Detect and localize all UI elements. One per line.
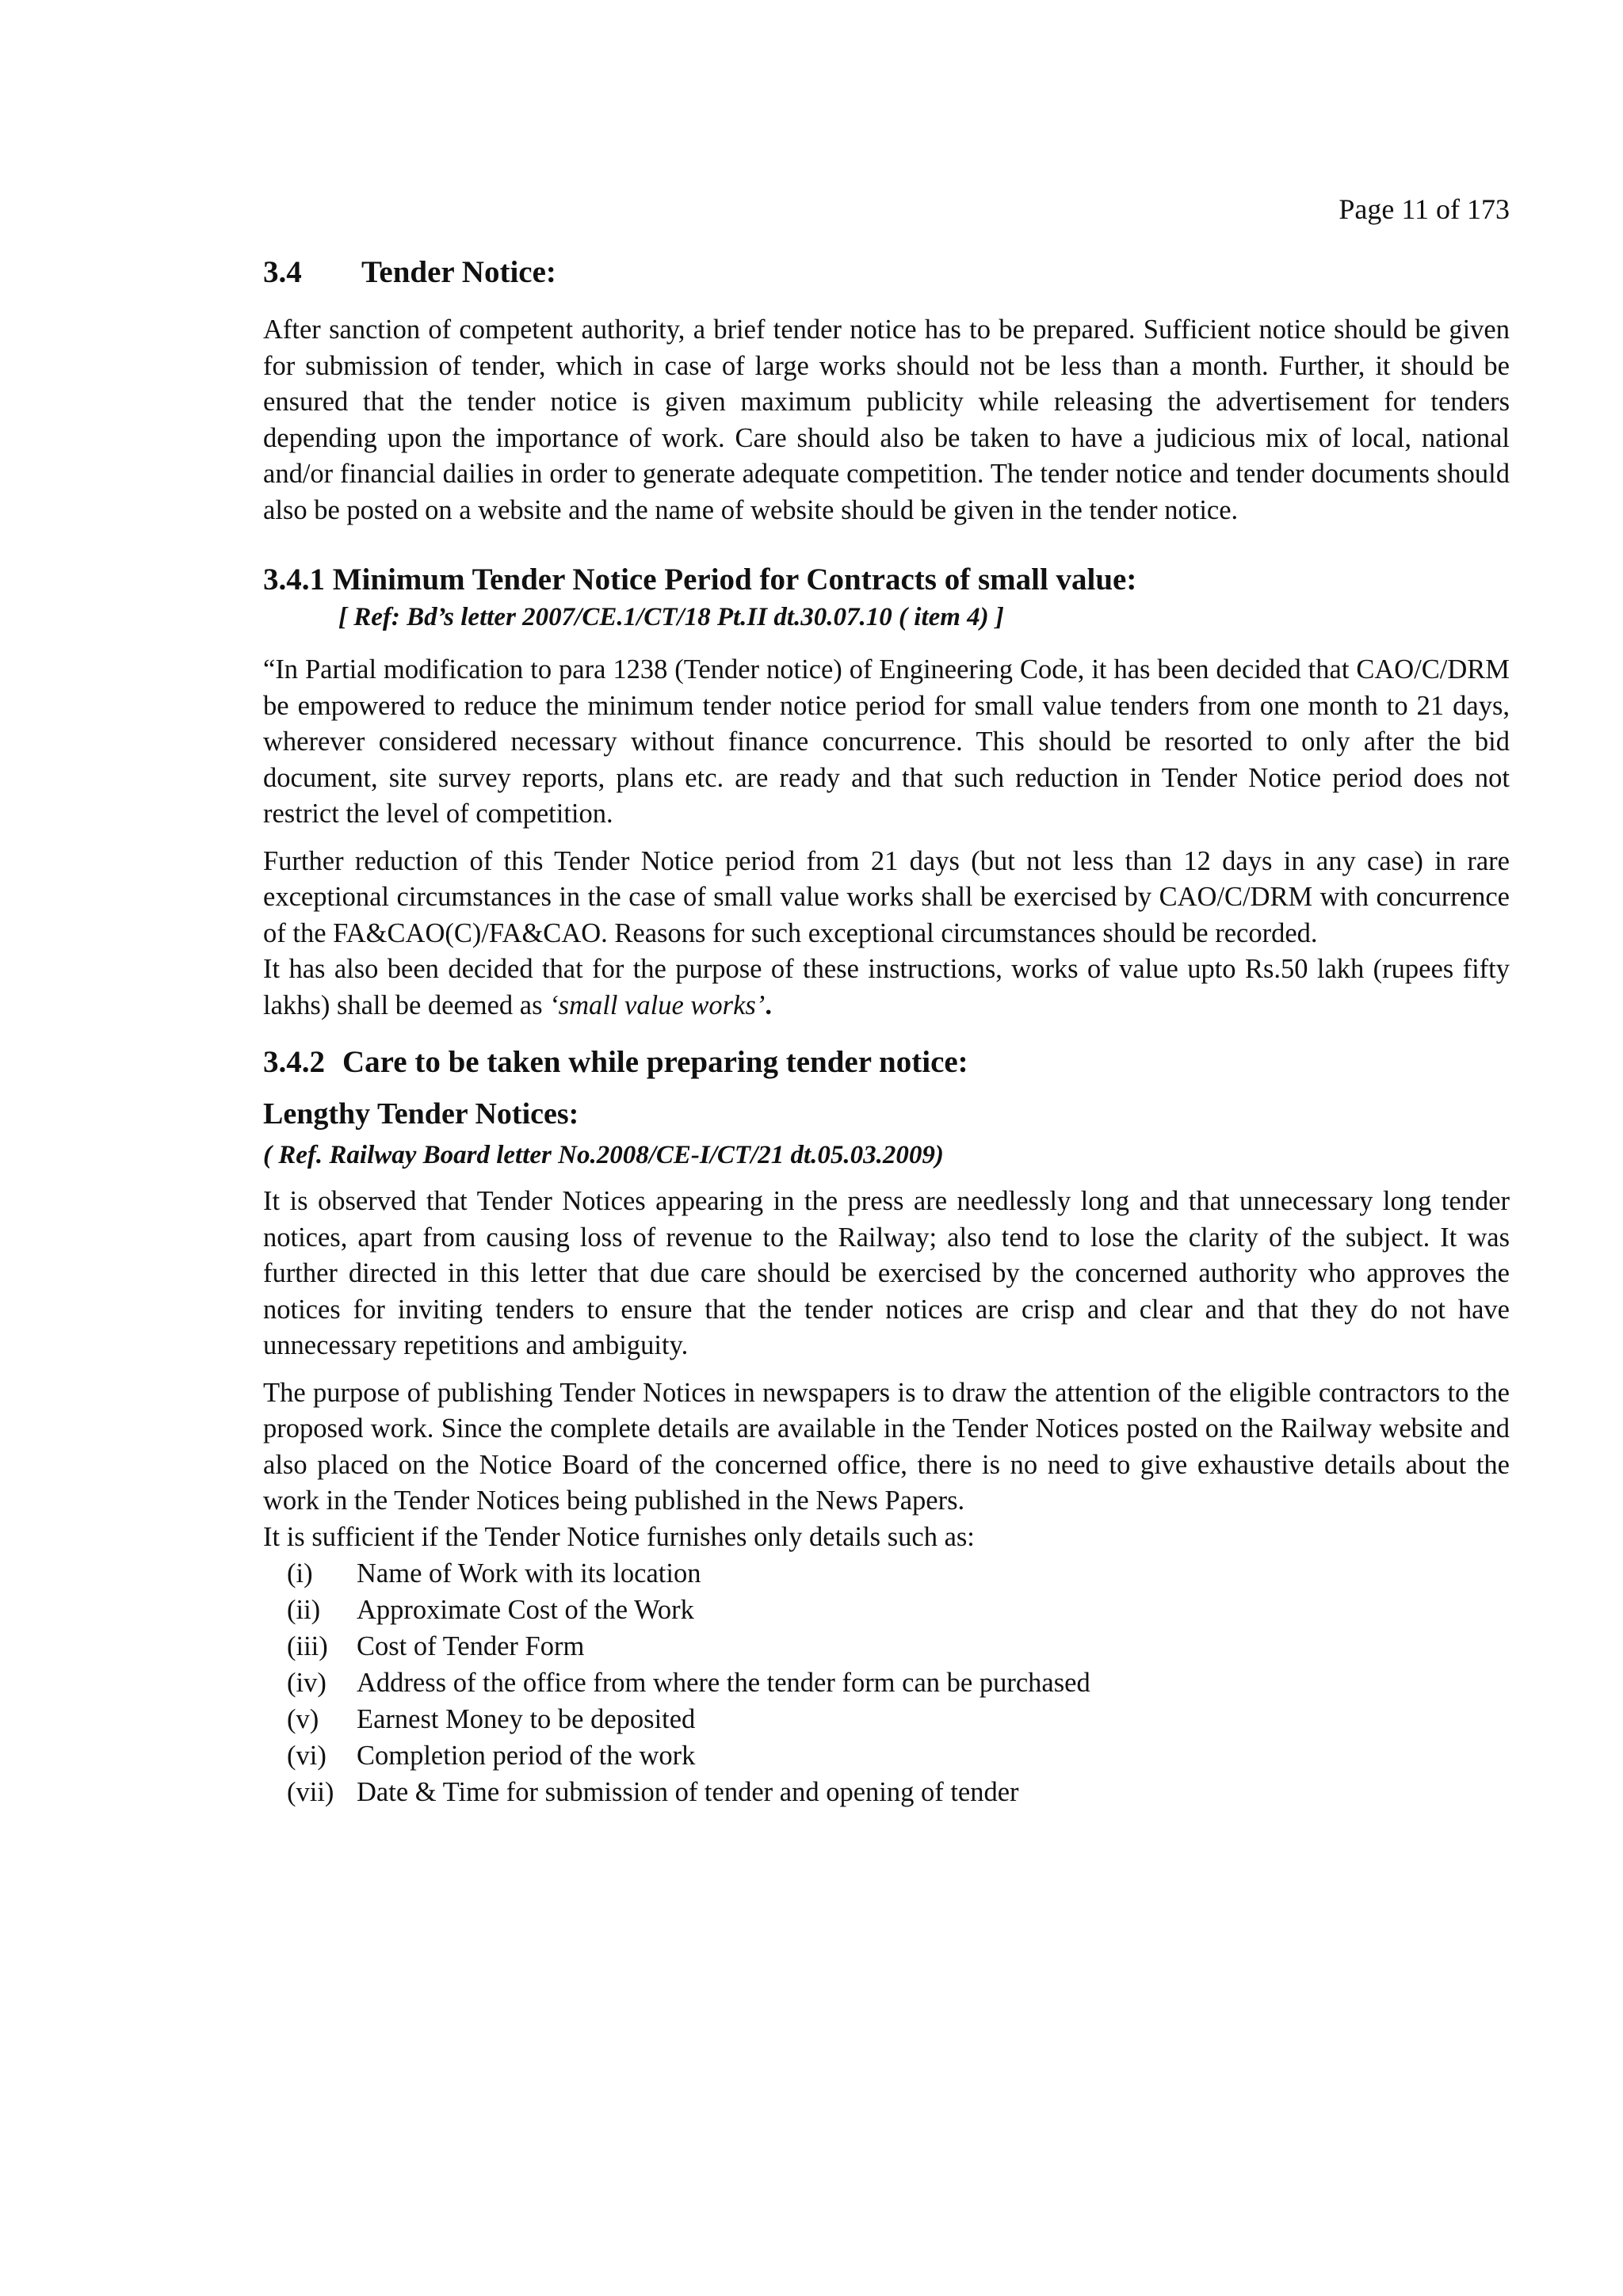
subsection-heading-1: [263, 560, 1510, 600]
subsection-1-reference: [ Ref: Bd’s letter 2007/CE.1/CT/18 Pt.II dt.30.07.10 ( item 4) ]: [338, 603, 1004, 631]
paragraph-3-lead: It has also been decided that for the purpose of these instructions, works of value upto Rs.50 lakh (rupees fifty lakhs) shall be deemed as: [263, 954, 1510, 1020]
list-item-numeral: (vi): [287, 1741, 327, 1771]
list-item-text: Cost of Tender Form: [357, 1631, 585, 1661]
lengthy-tender-notices-heading: Lengthy Tender Notices:: [263, 1097, 579, 1131]
paragraph-3-end: .: [765, 990, 772, 1020]
section-heading: [263, 252, 1510, 293]
list-item-numeral: (ii): [287, 1595, 321, 1625]
list-item-text: Approximate Cost of the Work: [357, 1595, 694, 1625]
subsection-1-paragraph-3: [263, 952, 1510, 1024]
list-item-numeral: (iii): [287, 1631, 328, 1661]
section-paragraph: After sanction of competent authority, a brief tender notice has to be prepared. Sufficient notice should be given for submission of tender, which in case of large works should not be less than a month. Further, it should be ensured that the tender notice is given maximum publicity while releasing the advertisement for tenders depending upon the importance of work. Care should also be taken to have a judicious mix of local, national and/or financial dailies in order to generate adequate competition. The tender notice and tender documents should also be posted on a website and the name of website should be given in the tender notice.: [263, 315, 1510, 525]
list-item-numeral: (v): [287, 1704, 319, 1734]
subsection-2-paragraph-2: The purpose of publishing Tender Notices in newspapers is to draw the attention of the eligible contractors to the proposed work. Since the complete details are available in the Tender Notices posted on the Railway website and also placed on the Notice Board of the concerned office, there is no need to give exhaustive details about the work in the Tender Notices being published in the News Papers.: [263, 1377, 1510, 1516]
list-item-numeral: (i): [287, 1558, 313, 1589]
list-item: [287, 1665, 1510, 1701]
section-title: Tender Notice:: [361, 255, 556, 289]
small-value-works-term: ‘small value works’: [549, 990, 766, 1020]
list-item-text: Address of the office from where the tender form can be purchased: [357, 1668, 1090, 1698]
list-item-text: Name of Work with its location: [357, 1558, 701, 1589]
list-item: [287, 1555, 1510, 1592]
list-item: [287, 1774, 1510, 1810]
subsection-2-reference: ( Ref. Railway Board letter No.2008/CE-I/CT/21 dt.05.03.2009): [263, 1141, 944, 1169]
subsection-2-paragraph-3: It is sufficient if the Tender Notice furnishes only details such as:: [263, 1521, 975, 1552]
list-item-numeral: (iv): [287, 1668, 327, 1698]
page-number: Page 11 of 173: [1338, 193, 1510, 225]
document-content: [263, 252, 1510, 1810]
subsection-1-number: 3.4.1: [263, 563, 325, 597]
subsection-2-title: Care to be taken while preparing tender notice:: [342, 1045, 968, 1079]
list-item: [287, 1737, 1510, 1774]
tender-notice-details-list: [263, 1555, 1510, 1810]
subsection-1-paragraph-2: Further reduction of this Tender Notice period from 21 days (but not less than 12 days in any case) in rare exceptional circumstances in the case of small value works shall be exercised by CAO/C/DRM with concurrence of the FA&CAO(C)/FA&CAO. Reasons for such exceptional circumstances should be recorded.: [263, 845, 1510, 948]
list-item: [287, 1592, 1510, 1628]
section-number: 3.4: [263, 255, 302, 289]
list-item-numeral: (vii): [287, 1777, 334, 1807]
subsection-heading-2: [263, 1043, 1510, 1082]
list-item-text: Date & Time for submission of tender and opening of tender: [357, 1777, 1019, 1807]
list-item: [287, 1628, 1510, 1665]
list-item-text: Earnest Money to be deposited: [357, 1704, 696, 1734]
subsection-1-paragraph-1: “In Partial modification to para 1238 (Tender notice) of Engineering Code, it has been decided that CAO/C/DRM be empowered to reduce the minimum tender notice period for small value tenders from one month to 21 days, wherever considered necessary without finance concurrence. This should be resorted to only after the bid document, site survey reports, plans etc. are ready and that such reduction in Tender Notice period does not restrict the level of competition.: [263, 654, 1510, 829]
list-item-text: Completion period of the work: [357, 1741, 696, 1771]
list-item: [287, 1701, 1510, 1737]
subsection-1-title: Minimum Tender Notice Period for Contracts of small value:: [332, 563, 1137, 597]
subsection-2-paragraph-1: It is observed that Tender Notices appearing in the press are needlessly long and that unnecessary long tender notices, apart from causing loss of revenue to the Railway; also tend to lose the clarity of the subject. It was further directed in this letter that due care should be exercised by the concerned authority who approves the notices for inviting tenders to ensure that the tender notices are crisp and clear and that they do not have unnecessary repetitions and ambiguity.: [263, 1186, 1510, 1360]
subsection-2-number: 3.4.2: [263, 1045, 325, 1079]
